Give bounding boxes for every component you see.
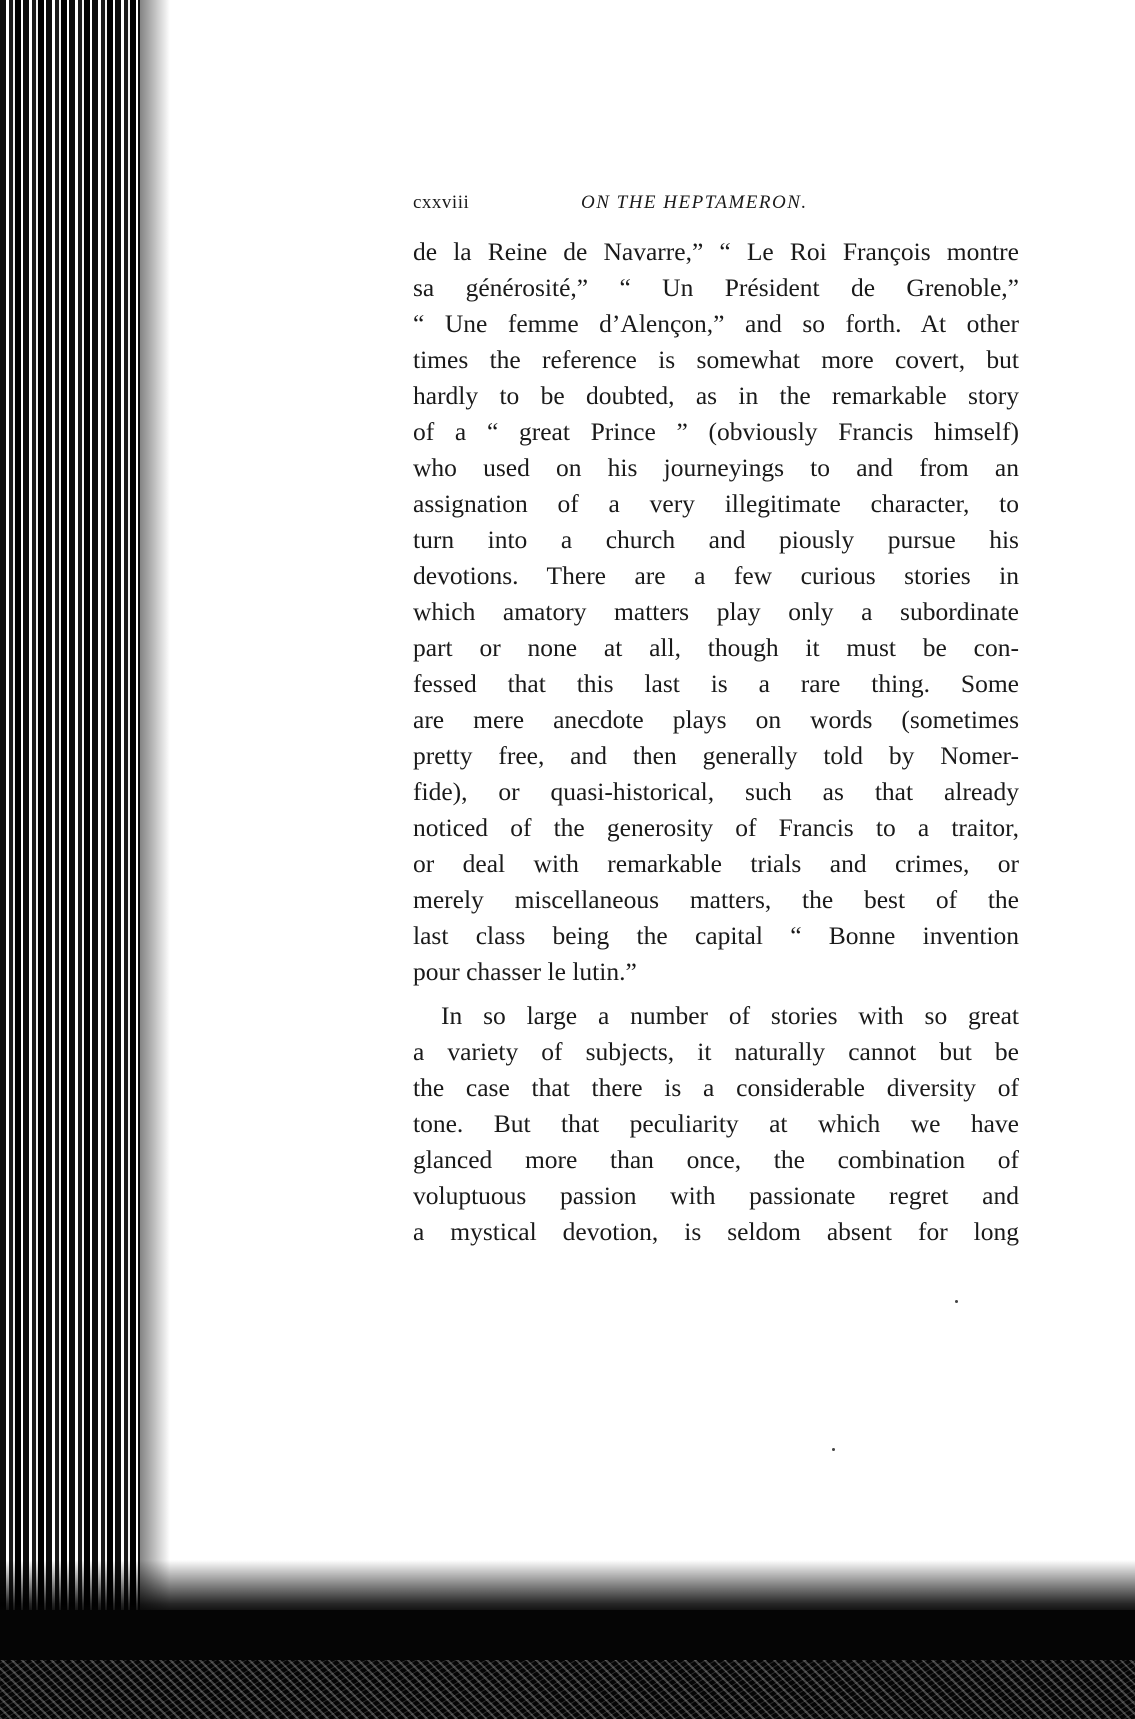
paragraph-gap bbox=[413, 990, 1019, 998]
bottom-scan-shadow bbox=[0, 1560, 1135, 1615]
text-line: fide), or quasi-historical, such as that already bbox=[413, 777, 1019, 806]
text-line: glanced more than once, the combination of bbox=[413, 1145, 1019, 1174]
scan-speck bbox=[832, 1448, 835, 1451]
text-line: noticed of the generosity of Francis to a traitor, bbox=[413, 813, 1019, 842]
text-line: times the reference is somewhat more covert, but bbox=[413, 345, 1019, 374]
text-line: voluptuous passion with passionate regret and bbox=[413, 1181, 1019, 1210]
paragraph bbox=[413, 234, 1019, 990]
text-line: de la Reine de Navarre,” “ Le Roi François montre bbox=[413, 237, 1019, 266]
text-line: are mere anecdote plays on words (sometimes bbox=[413, 705, 1019, 734]
text-line: a mystical devotion, is seldom absent for long bbox=[413, 1217, 1019, 1246]
text-line: part or none at all, though it must be con- bbox=[413, 633, 1019, 662]
text-line: or deal with remarkable trials and crimes, or bbox=[413, 849, 1019, 878]
running-title: ON THE HEPTAMERON. bbox=[581, 192, 808, 213]
text-line: hardly to be doubted, as in the remarkable story bbox=[413, 381, 1019, 410]
text-line: pour chasser le lutin.” bbox=[413, 957, 637, 986]
binding-shadow bbox=[140, 0, 170, 1719]
paragraph bbox=[413, 998, 1019, 1250]
book-page bbox=[413, 188, 1019, 1250]
text-line: which amatory matters play only a subordinate bbox=[413, 597, 1019, 626]
bottom-scan-noise bbox=[0, 1660, 1135, 1719]
page-header bbox=[413, 188, 1019, 224]
text-line: the case that there is a considerable diversity of bbox=[413, 1073, 1019, 1102]
text-line: merely miscellaneous matters, the best of the bbox=[413, 885, 1019, 914]
text-line: sa générosité,” “ Un Président de Grenoble,” bbox=[413, 273, 1019, 302]
text-line: last class being the capital “ Bonne invention bbox=[413, 921, 1019, 950]
text-line: a variety of subjects, it naturally cannot but be bbox=[413, 1037, 1019, 1066]
text-line: who used on his journeyings to and from an bbox=[413, 453, 1019, 482]
text-line: of a “ great Prince ” (obviously Francis himself) bbox=[413, 417, 1019, 446]
text-line: pretty free, and then generally told by Nomer- bbox=[413, 741, 1019, 770]
scan-speck bbox=[955, 1300, 958, 1303]
page-number: cxxviii bbox=[413, 192, 470, 213]
text-line: “ Une femme d’Alençon,” and so forth. At other bbox=[413, 309, 1019, 338]
body-text bbox=[413, 234, 1019, 1250]
text-line: devotions. There are a few curious stories in bbox=[413, 561, 1019, 590]
text-line: In so large a number of stories with so great bbox=[441, 1001, 1019, 1030]
text-line: assignation of a very illegitimate character, to bbox=[413, 489, 1019, 518]
text-line: tone. But that peculiarity at which we have bbox=[413, 1109, 1019, 1138]
text-line: fessed that this last is a rare thing. Some bbox=[413, 669, 1019, 698]
scanned-binding-edge bbox=[0, 0, 140, 1719]
text-line: turn into a church and piously pursue his bbox=[413, 525, 1019, 554]
